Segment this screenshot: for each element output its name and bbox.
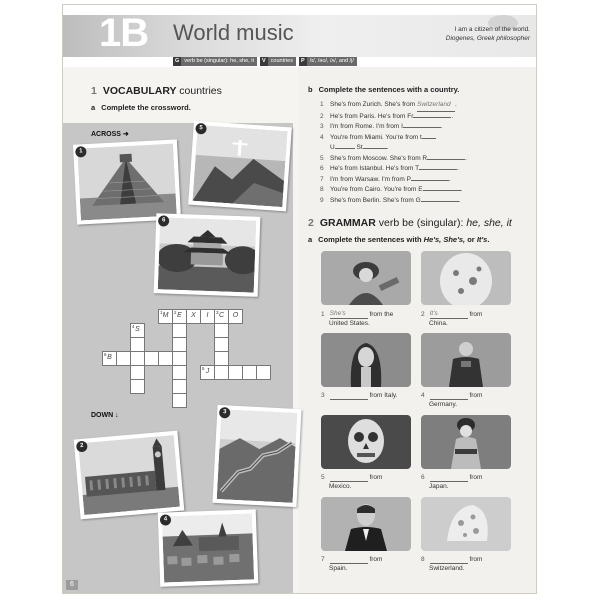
answer-blank[interactable] — [330, 563, 368, 564]
answer-blank[interactable] — [335, 148, 355, 149]
answer-blank[interactable]: Switzerland — [417, 100, 455, 112]
crossword-cell[interactable] — [130, 351, 145, 366]
answer-blank[interactable] — [403, 127, 441, 128]
crossword-cell[interactable] — [144, 351, 159, 366]
down-label: DOWN ↓ — [91, 412, 119, 419]
photo-vase — [421, 251, 511, 305]
focus-tags — [173, 57, 357, 66]
answer-blank[interactable] — [423, 190, 461, 191]
london-image — [78, 435, 180, 515]
crossword-cell[interactable] — [172, 337, 187, 352]
answer-blank[interactable] — [419, 169, 457, 170]
photo-actor — [321, 497, 411, 551]
crossword-cell[interactable] — [214, 323, 229, 338]
answer-blank[interactable]: She's — [330, 309, 368, 319]
header-quote — [380, 25, 530, 43]
crossword-cell[interactable]: 6 B — [102, 351, 117, 366]
crossword-cell[interactable] — [172, 393, 187, 408]
pronunciation-tag: P /ɪ/, /əʊ/, /ʌ/, and /j/ — [299, 57, 357, 66]
city-image — [162, 513, 254, 582]
answer-blank[interactable] — [330, 481, 368, 482]
answer-blank[interactable] — [430, 563, 468, 564]
quote-text: I am a citizen of the world. — [454, 26, 530, 33]
crossword-cell[interactable] — [130, 379, 145, 394]
photo-pyramid — [73, 139, 181, 224]
answer-blank[interactable]: It's — [430, 309, 468, 319]
answer-blank[interactable] — [421, 201, 459, 202]
photo-number: 2 — [76, 441, 88, 453]
sentence-item: 8 You're from Cairo. You're from E . — [320, 186, 463, 193]
photo-pagoda — [154, 213, 261, 297]
crossword-cell[interactable]: X — [186, 309, 201, 324]
grammar-heading: 2 GRAMMAR verb be (singular): he, she, it — [308, 217, 512, 229]
crossword-cell[interactable]: 4 S — [130, 323, 145, 338]
photo-singer — [321, 251, 411, 305]
crossword-cell[interactable] — [130, 337, 145, 352]
part-b-instruction: b Complete the sentences with a country. — [308, 85, 460, 94]
photo-rio — [188, 121, 292, 212]
sentence-item: 6 He's from Istanbul. He's from T . — [320, 165, 459, 172]
vocabulary-instruction: a Complete the crossword. — [91, 103, 191, 112]
answer-blank[interactable] — [430, 481, 468, 482]
crossword-cell[interactable]: 5 J — [200, 365, 215, 380]
sentence-item: U St . — [330, 144, 389, 151]
photo-city — [158, 509, 259, 586]
vocabulary-heading: 1 VOCABULARY countries — [91, 85, 222, 97]
crossword-cell[interactable] — [214, 337, 229, 352]
photo-number: 6 — [158, 215, 169, 226]
crossword-cell[interactable] — [158, 351, 173, 366]
grammar-tag: G verb be (singular): he, she, it — [173, 57, 257, 66]
sentence-item: 4 You're from Miami. You're from t — [320, 133, 530, 144]
answer-blank[interactable] — [413, 117, 451, 118]
sentence-item: 3 I'm from Rome. I'm from I . — [320, 123, 443, 130]
grammar-item: 2 It's from China. — [421, 310, 483, 327]
photo-number: 3 — [219, 407, 231, 419]
photo-actress — [321, 333, 411, 387]
sentence-item: 1 She's from Zurich. She's from Switzerland . — [320, 100, 530, 112]
photo-skull-mask — [321, 415, 411, 469]
crossword-cell[interactable] — [116, 351, 131, 366]
vocabulary-tag: V countries — [260, 57, 296, 66]
page-number: 6 — [66, 580, 78, 590]
crossword-cell[interactable] — [172, 351, 187, 366]
crossword-cell[interactable] — [242, 365, 257, 380]
crossword-cell[interactable]: 3 C — [214, 309, 229, 324]
crossword-cell[interactable] — [228, 365, 243, 380]
crossword-cell[interactable] — [130, 365, 145, 380]
rio-image — [192, 125, 287, 207]
answer-blank[interactable] — [330, 399, 368, 400]
country-sentences — [320, 100, 530, 206]
answer-blank[interactable] — [427, 159, 465, 160]
grammar-item: 3 from Italy. — [321, 392, 398, 399]
grammar-item: 1 She's from the United States. — [321, 310, 394, 327]
crossword-cell[interactable]: O — [228, 309, 243, 324]
quote-author: Diogenes, Greek philosopher — [445, 35, 530, 42]
vocabulary-column — [63, 67, 298, 594]
unit-title: World music — [173, 20, 294, 45]
sentence-item: 7 I'm from Warsaw. I'm from P . — [320, 175, 451, 183]
crossword-cell[interactable] — [214, 365, 229, 380]
photo-goalkeeper — [421, 333, 511, 387]
grammar-item: 6 from Japan. — [421, 474, 483, 490]
photo-number: 1 — [75, 146, 87, 158]
workbook-page — [62, 4, 537, 594]
sentence-item: 9 She's from Berlin. She's from G . — [320, 196, 461, 204]
photo-number: 5 — [195, 123, 207, 135]
great-wall-image — [217, 409, 298, 503]
crossword-cell[interactable] — [214, 351, 229, 366]
pagoda-image — [158, 217, 256, 292]
unit-number: 1B — [99, 11, 149, 55]
grammar-item: 4 from Germany. — [421, 392, 483, 408]
grammar-item: 8 from Switzerland. — [421, 556, 483, 572]
answer-blank[interactable] — [430, 399, 468, 400]
arrow-right-icon: ➜ — [122, 131, 129, 138]
crossword-cell[interactable] — [172, 323, 187, 338]
crossword-cell[interactable] — [172, 379, 187, 394]
photo-cheese — [421, 497, 511, 551]
photo-number: 4 — [160, 514, 171, 525]
grammar-instruction: a Complete the sentences with He's, She's, or It's. — [308, 235, 490, 244]
answer-blank[interactable] — [363, 148, 387, 149]
arrow-down-icon: ↓ — [115, 412, 119, 419]
sentence-item: 5 She's from Moscow. She's from R . — [320, 154, 467, 162]
crossword-cell[interactable]: 1 M — [158, 309, 173, 324]
photo-great-wall — [212, 405, 301, 507]
crossword-cell[interactable] — [172, 365, 187, 380]
crossword-cell[interactable] — [256, 365, 271, 380]
crossword-cell[interactable]: 2 E — [172, 309, 187, 324]
crossword-cell[interactable]: I — [200, 309, 215, 324]
answer-blank[interactable] — [422, 138, 436, 139]
grammar-item: 5 from Mexico. — [321, 474, 383, 490]
grammar-item: 7 from Spain. — [321, 556, 383, 572]
photo-london — [74, 431, 185, 520]
sentence-item: 2 He's from Paris. He's from Fr . — [320, 112, 454, 120]
pyramid-image — [77, 144, 177, 221]
answer-blank[interactable] — [411, 180, 449, 181]
photo-kimono — [421, 415, 511, 469]
across-label: ACROSS ➜ — [91, 131, 129, 138]
unit-header — [63, 5, 537, 67]
